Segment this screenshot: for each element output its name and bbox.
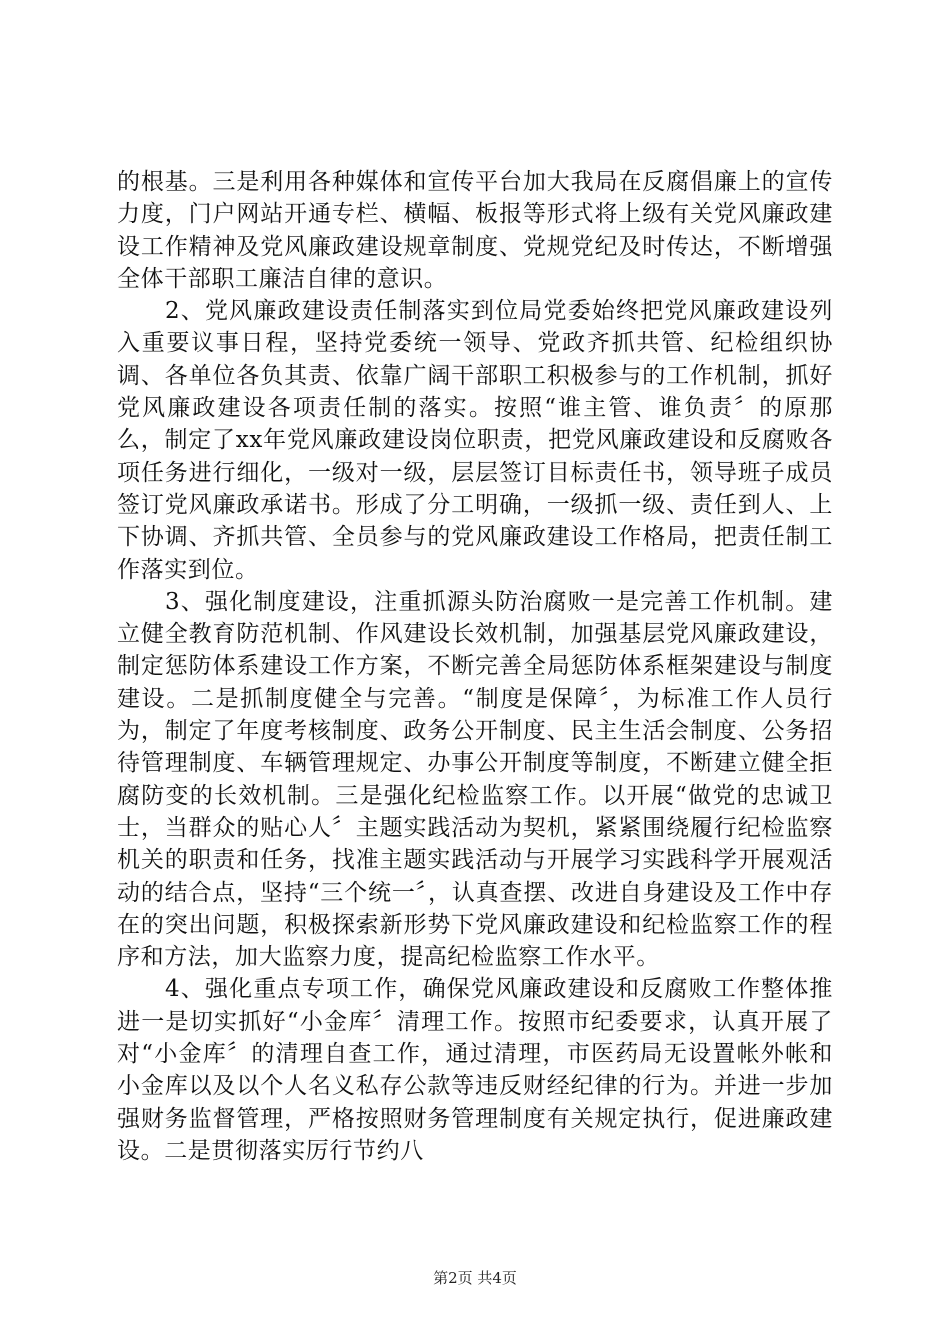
document-body [117,166,833,1167]
paragraph-1: 的根基。三是利用各种媒体和宣传平台加大我局在反腐倡廉上的宣传力度，门户网站开通专栏、横幅、板报等形式将上级有关党风廉政建设工作精神及党风廉政建设规章制度、党规党纪及时传达，不断增强全体干部职工廉洁自律的意识。 [117,169,833,292]
paragraph-3: 3、强化制度建设，注重抓源头防治腐败一是完善工作机制。建立健全教育防范机制、作风建设长效机制，加强基层党风廉政建设，制定惩防体系建设工作方案，不断完善全局惩防体系框架建设与制度建设。二是抓制度健全与完善。“制度是保障〞，为标准工作人员行为，制定了年度考核制度、政务公开制度、民主生活会制度、公务招待管理制度、车辆管理规定、办事公开制度等制度，不断建立健全拒腐防变的长效机制。三是强化纪检监察工作。以开展“做党的忠诚卫士，当群众的贴心人〞主题实践活动为契机，紧紧围绕履行纪检监察机关的职责和任务，找准主题实践活动与开展学习实践科学开展观活动的结合点，坚持“三个统一〞，认真查摆、改进自身建设及工作中存在的突出问题，积极探索新形势下党风廉政建设和纪检监察工作的程序和方法，加大监察力度，提高纪检监察工作水平。 [117,588,833,971]
page-number-footer: 第2页 共4页 [433,1269,517,1287]
paragraph-4: 4、强化重点专项工作，确保党风廉政建设和反腐败工作整体推进一是切实抓好“小金库〞清理工作。按照市纪委要求，认真开展了对“小金库〞的清理自查工作，通过清理，市医药局无设置帐外帐和小金库以及以个人名义私存公款等违反财经纪律的行为。并进一步加强财务监督管理，严格按照财务管理制度有关规定执行，促进廉政建设。二是贯彻落实厉行节约八 [117,976,833,1164]
paragraph-2: 2、党风廉政建设责任制落实到位局党委始终把党风廉政建设列入重要议事日程，坚持党委统一领导、党政齐抓共管、纪检组织协调、各单位各负其责、依靠广阔干部职工积极参与的工作机制，抓好党风廉政建设各项责任制的落实。按照“谁主管、谁负责〞的原那么，制定了xx年党风廉政建设岗位职责，把党风廉政建设和反腐败各项任务进行细化，一级对一级，层层签订目标责任书，领导班子成员签订党风廉政承诺书。形成了分工明确，一级抓一级、责任到人、上下协调、齐抓共管、全员参与的党风廉政建设工作格局，把责任制工作落实到位。 [117,298,833,583]
